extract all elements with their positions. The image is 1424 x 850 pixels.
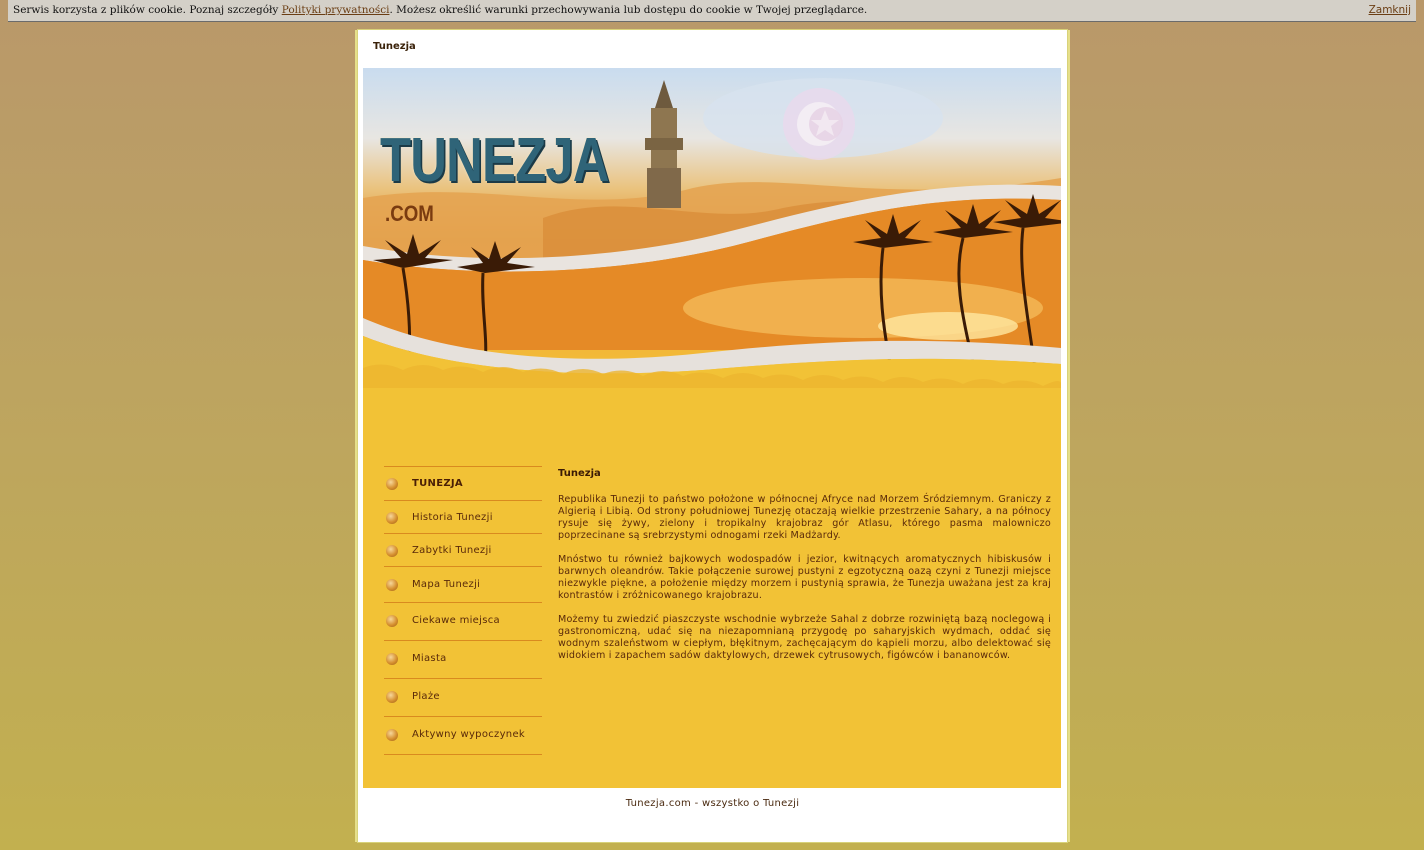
menu-item-label: Mapa Tunezji (412, 579, 481, 590)
menu-item-historia[interactable] (384, 500, 542, 533)
cookie-text-before: Serwis korzysta z plików cookie. Poznaj szczegóły (13, 4, 282, 16)
menu-item-label: Miasta (412, 653, 447, 664)
page-title: Tunezja (373, 41, 416, 52)
side-menu (384, 466, 542, 755)
bullet-icon (386, 512, 398, 524)
menu-item-mapa[interactable] (384, 566, 542, 602)
menu-item-miasta[interactable] (384, 640, 542, 678)
bullet-icon (386, 579, 398, 591)
cookie-close-link[interactable]: Zamknij (1368, 4, 1411, 16)
article-paragraph: Możemy tu zwiedzić piaszczyste wschodnie wybrzeże Sahal z dobrze rozwiniętą bazą noclegową i gastronomiczną, udać się na niezapomnianą przygodę po saharyjskich wydmach, oddać się wodnym szaleństwom w ciepłym, błękitnym, zachęcającym do kąpieli morzu, albo delektować się widokiem i zapachem sadów daktylowych, drzewek cytrusowych, figówców i bananowców. (558, 614, 1051, 661)
menu-item-label: Historia Tunezji (412, 512, 493, 523)
bullet-icon (386, 545, 398, 557)
menu-item-aktywny-wypoczynek[interactable] (384, 716, 542, 755)
banner-illustration (363, 68, 1061, 388)
content-area (363, 388, 1061, 788)
menu-item-label: Zabytki Tunezji (412, 545, 492, 556)
header-banner (363, 68, 1061, 388)
privacy-policy-link[interactable]: Polityki prywatności (281, 4, 390, 16)
bullet-icon (386, 691, 398, 703)
bullet-icon (386, 729, 398, 741)
article (558, 468, 1051, 674)
cookie-bar (8, 0, 1416, 22)
menu-item-label: Ciekawe miejsca (412, 615, 500, 626)
menu-item-ciekawe-miejsca[interactable] (384, 602, 542, 640)
site-logo-suffix: .COM (385, 201, 434, 226)
footer-text: Tunezja.com - wszystko o Tunezji (625, 798, 800, 809)
article-heading: Tunezja (558, 468, 601, 479)
cookie-text-after: . Możesz określić warunki przechowywania lub dostępu do cookie w Twojej przeglądarce. (389, 4, 868, 16)
page-frame (358, 30, 1067, 842)
article-paragraph: Mnóstwo tu również bajkowych wodospadów i jezior, kwitnących aromatycznych hibiskusów i barwnych oleandrów. Takie połączenie surowej pustyni z egzotyczną oazą czyni z Tunezji miejsce niezwykle piękne, a położenie między morzem i pustynią sprawia, że Tunezja uważana jest za kraj kontrastów i zróżnicowanego krajobrazu. (558, 554, 1051, 601)
bullet-icon (386, 615, 398, 627)
article-paragraph: Republika Tunezji to państwo położone w północnej Afryce nad Morzem Śródziemnym. Graniczy z Algierią i Libią. Od strony południowej Tunezję otaczają wielkie przestrzenie Sahary, a na północy rysuje się żywy, zielony i tropikalny krajobraz gór Atlasu, którego pasma malowniczo poprzecinane są srebrzystymi odnogami rzeki Madżardy. (558, 494, 1051, 541)
menu-item-tunezja[interactable] (384, 466, 542, 500)
menu-item-zabytki[interactable] (384, 533, 542, 566)
bullet-icon (386, 478, 398, 490)
menu-item-label: TUNEZJA (412, 478, 463, 489)
menu-item-label: Plaże (412, 691, 440, 702)
bullet-icon (386, 653, 398, 665)
menu-item-label: Aktywny wypoczynek (412, 729, 525, 740)
site-logo: TUNEZJA (380, 126, 609, 195)
menu-item-plaze[interactable] (384, 678, 542, 716)
